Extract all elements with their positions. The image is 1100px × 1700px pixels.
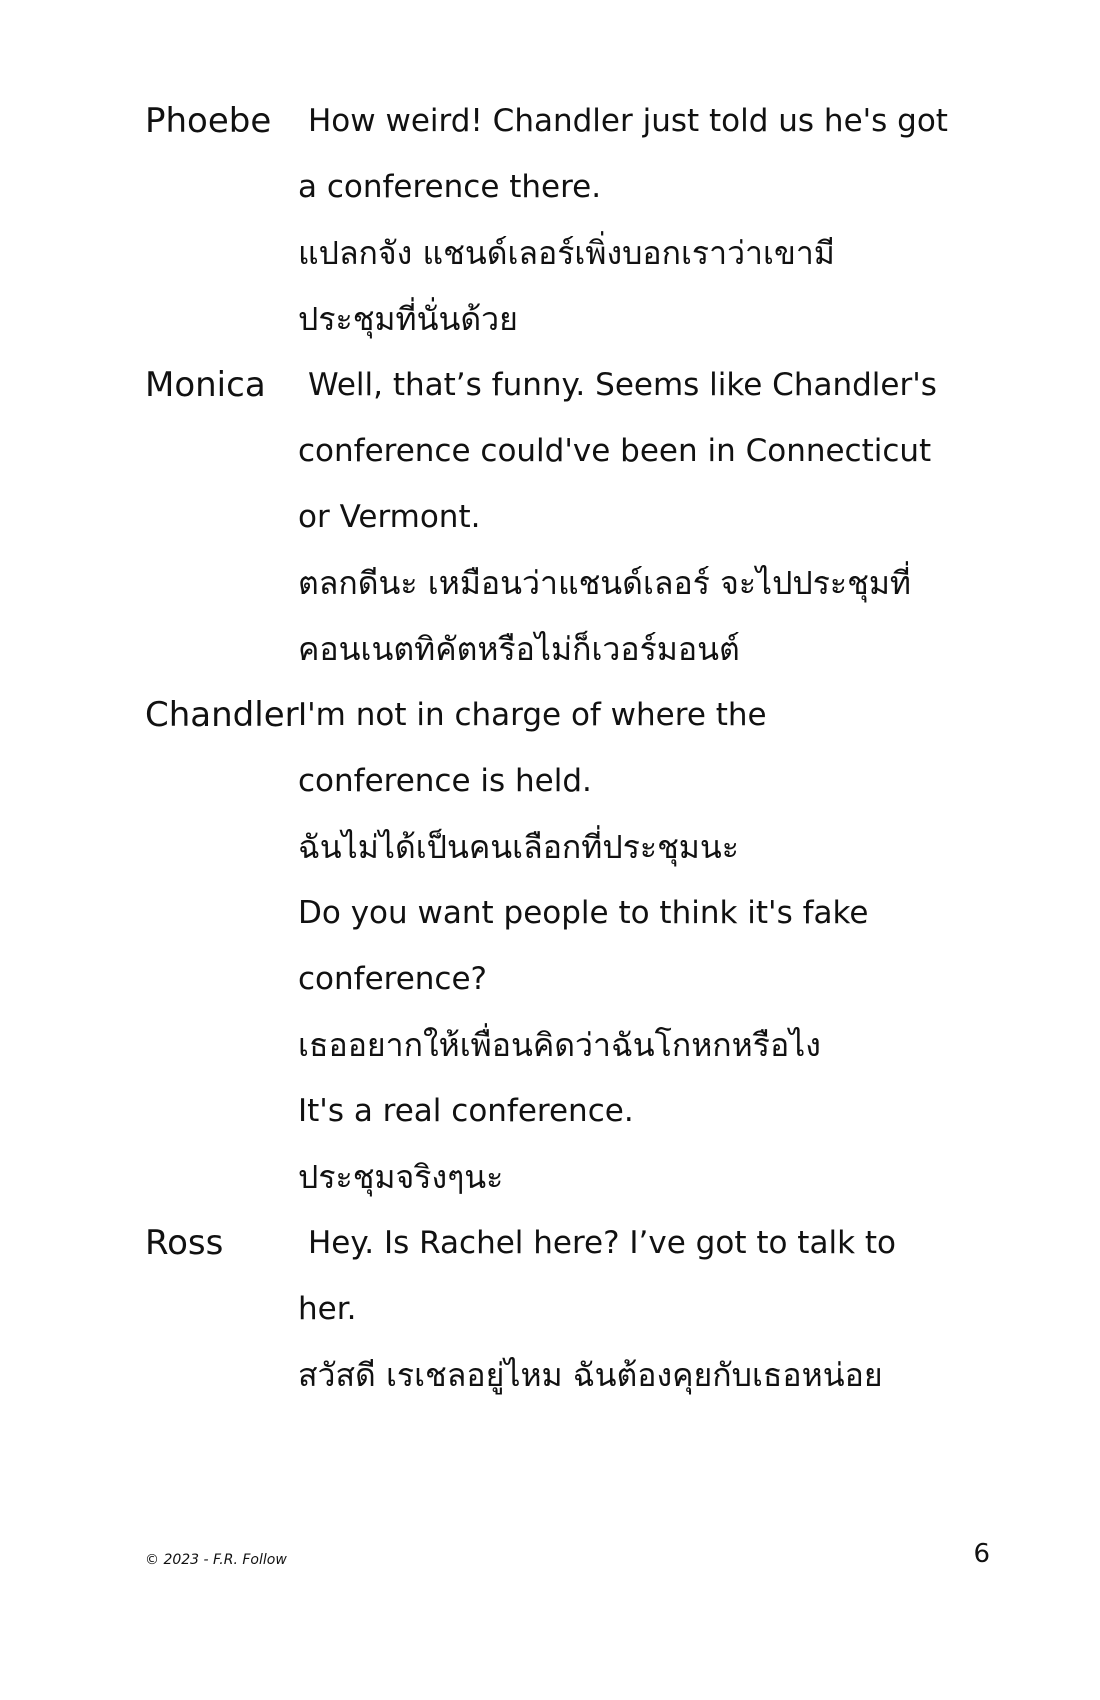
dialogue-line: conference could've been in Connecticut <box>298 433 932 469</box>
dialogue-line-thai: เธออยากให้เพื่อนคิดว่าฉันโกหกหรือไง <box>298 1026 821 1064</box>
footer-copyright: © 2023 - F.R. Follow <box>145 1552 287 1568</box>
speaker-name: Monica <box>145 365 266 405</box>
dialogue-line: Hey. Is Rachel here? I’ve got to talk to <box>308 1225 897 1261</box>
dialogue-line: Do you want people to think it's fake <box>298 895 869 931</box>
speaker-name: Chandler <box>145 695 299 735</box>
dialogue-lines <box>298 1210 998 1408</box>
dialogue-line: or Vermont. <box>298 499 481 535</box>
dialogue-line: conference is held. <box>298 763 592 799</box>
dialogue-line: Well, that’s funny. Seems like Chandler's <box>308 367 937 403</box>
speaker-name: Ross <box>145 1223 224 1263</box>
dialogue-line-thai: คอนเนตทิคัตหรือไม่ก็เวอร์มอนต์ <box>298 630 740 668</box>
speaker-name: Phoebe <box>145 101 272 141</box>
dialogue-line-thai: ประชุมจริงๆนะ <box>298 1158 504 1196</box>
dialogue-line: I'm not in charge of where the <box>298 697 767 733</box>
dialogue-line: conference? <box>298 961 487 997</box>
dialogue-lines <box>298 352 998 682</box>
dialogue-line-thai: ตลกดีนะ เหมือนว่าแชนด์เลอร์ จะไปประชุมที่ <box>298 564 911 602</box>
dialogue-line-thai: ฉันไม่ได้เป็นคนเลือกที่ประชุมนะ <box>298 828 739 866</box>
dialogue-lines <box>298 682 998 1210</box>
dialogue-line: How weird! Chandler just told us he's got <box>308 103 948 139</box>
dialogue-line-thai: ประชุมที่นั่นด้วย <box>298 300 518 338</box>
page-number: 6 <box>973 1539 990 1569</box>
dialogue-lines <box>298 88 998 352</box>
dialogue-line: a conference there. <box>298 169 602 205</box>
dialogue-line-thai: สวัสดี เรเชลอยู่ไหม ฉันต้องคุยกับเธอหน่อย <box>298 1356 883 1394</box>
dialogue-line: It's a real conference. <box>298 1093 634 1129</box>
dialogue-line-thai: แปลกจัง แชนด์เลอร์เพิ่งบอกเราว่าเขามี <box>298 234 835 272</box>
dialogue-line: her. <box>298 1291 357 1327</box>
